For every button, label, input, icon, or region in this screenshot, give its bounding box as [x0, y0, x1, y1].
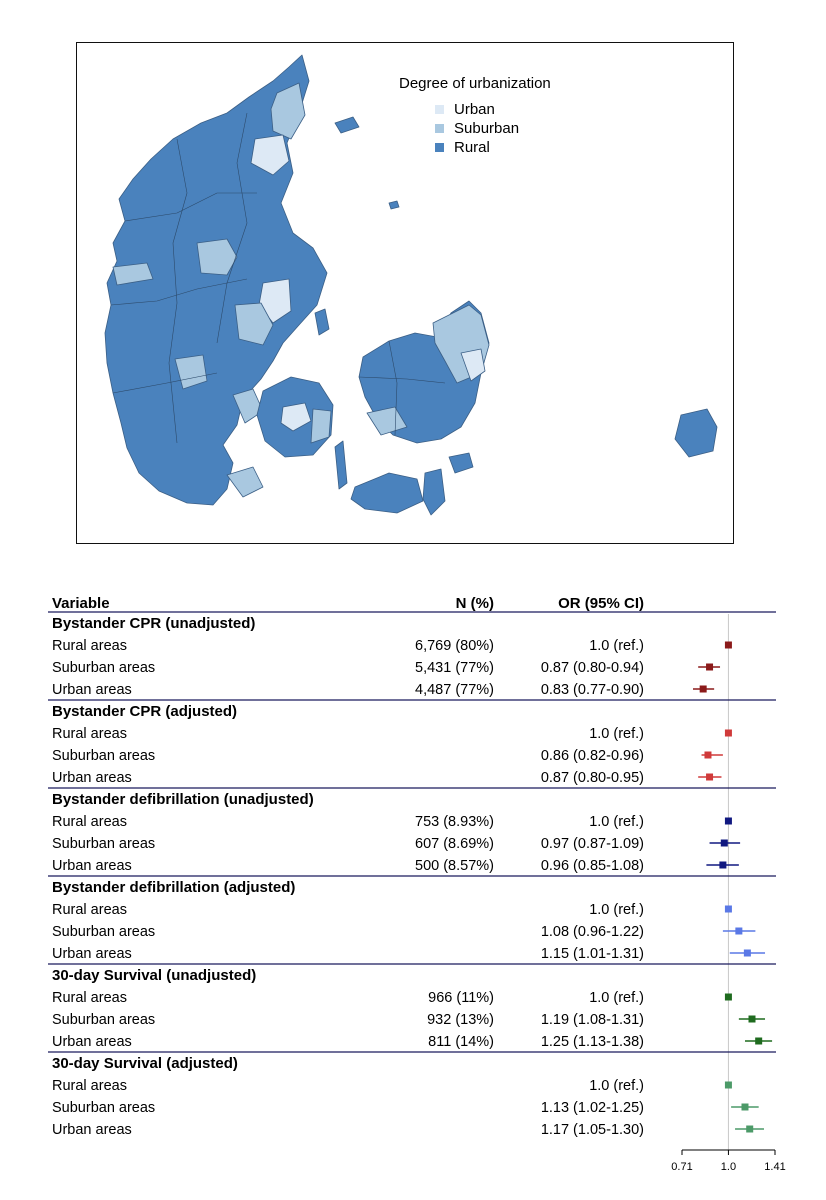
row-or-2-1: 0.97 (0.87-1.09) — [540, 836, 644, 852]
point-3-2 — [744, 950, 751, 957]
group-title-3: Bystander defibrillation (adjusted) — [52, 879, 296, 896]
row-label-5-1: Suburban areas — [52, 1100, 156, 1116]
row-n-0-2: 4,487 (77%) — [415, 682, 494, 698]
row-n-4-0: 966 (11%) — [428, 990, 494, 1006]
group-title-0: Bystander CPR (unadjusted) — [52, 615, 256, 632]
point-2-1 — [721, 840, 728, 847]
row-label-5-0: Rural areas — [52, 1078, 127, 1094]
row-or-0-1: 0.87 (0.80-0.94) — [540, 660, 644, 676]
row-n-4-1: 932 (13%) — [427, 1012, 494, 1028]
point-1-2 — [706, 774, 713, 781]
row-label-1-1: Suburban areas — [52, 748, 156, 764]
group-title-4: 30-day Survival (unadjusted) — [52, 967, 257, 984]
group-title-2: Bystander defibrillation (unadjusted) — [52, 791, 314, 808]
point-3-1 — [735, 928, 742, 935]
row-label-0-1: Suburban areas — [52, 660, 156, 676]
row-or-1-0: 1.0 (ref.) — [589, 726, 644, 742]
row-n-2-0: 753 (8.93%) — [415, 814, 494, 830]
row-label-3-2: Urban areas — [52, 946, 132, 962]
legend-title: Degree of urbanization — [399, 75, 551, 92]
row-n-4-2: 811 (14%) — [428, 1034, 494, 1050]
row-n-0-1: 5,431 (77%) — [415, 660, 494, 676]
row-n-2-1: 607 (8.69%) — [415, 836, 494, 852]
row-label-4-2: Urban areas — [52, 1034, 132, 1050]
row-label-4-0: Rural areas — [52, 990, 127, 1006]
row-label-0-0: Rural areas — [52, 638, 127, 654]
row-or-3-1: 1.08 (0.96-1.22) — [540, 924, 644, 940]
point-5-2 — [746, 1126, 753, 1133]
x-tick-label-0: 0.71 — [671, 1161, 693, 1173]
row-or-5-0: 1.0 (ref.) — [589, 1078, 644, 1094]
row-or-4-1: 1.19 (1.08-1.31) — [540, 1012, 644, 1028]
row-or-4-2: 1.25 (1.13-1.38) — [540, 1034, 644, 1050]
x-tick-label-1: 1.0 — [720, 1161, 737, 1173]
point-0-2 — [700, 686, 707, 693]
point-5-0 — [725, 1082, 732, 1089]
row-n-2-2: 500 (8.57%) — [415, 858, 494, 874]
row-or-1-1: 0.86 (0.82-0.96) — [540, 748, 644, 764]
row-or-5-1: 1.13 (1.02-1.25) — [540, 1100, 644, 1116]
row-label-2-1: Suburban areas — [52, 836, 156, 852]
row-label-4-1: Suburban areas — [52, 1012, 156, 1028]
row-or-4-0: 1.0 (ref.) — [589, 990, 644, 1006]
row-or-0-2: 0.83 (0.77-0.90) — [540, 682, 644, 698]
row-or-1-2: 0.87 (0.80-0.95) — [540, 770, 644, 786]
row-or-2-2: 0.96 (0.85-1.08) — [540, 858, 644, 874]
legend-label-rural: Rural — [454, 139, 490, 156]
point-3-0 — [725, 906, 732, 913]
legend-label-urban: Urban — [454, 101, 495, 118]
point-1-1 — [704, 752, 711, 759]
row-label-2-2: Urban areas — [52, 858, 132, 874]
x-tick-label-2: 1.41 — [764, 1161, 786, 1173]
row-label-1-2: Urban areas — [52, 770, 132, 786]
point-0-0 — [725, 642, 732, 649]
header-variable: Variable — [52, 595, 110, 612]
point-2-0 — [725, 818, 732, 825]
point-1-0 — [725, 730, 732, 737]
row-label-5-2: Urban areas — [52, 1122, 132, 1138]
row-or-3-2: 1.15 (1.01-1.31) — [540, 946, 644, 962]
header-n: N (%) — [455, 595, 494, 612]
point-0-1 — [706, 664, 713, 671]
row-or-2-0: 1.0 (ref.) — [589, 814, 644, 830]
point-2-2 — [719, 862, 726, 869]
row-label-1-0: Rural areas — [52, 726, 127, 742]
row-label-2-0: Rural areas — [52, 814, 127, 830]
point-4-0 — [725, 994, 732, 1001]
row-label-3-1: Suburban areas — [52, 924, 156, 940]
row-or-3-0: 1.0 (ref.) — [589, 902, 644, 918]
group-title-5: 30-day Survival (adjusted) — [52, 1055, 238, 1072]
row-n-0-0: 6,769 (80%) — [415, 638, 494, 654]
point-4-1 — [749, 1016, 756, 1023]
row-label-0-2: Urban areas — [52, 682, 132, 698]
row-or-5-2: 1.17 (1.05-1.30) — [540, 1122, 644, 1138]
point-4-2 — [755, 1038, 762, 1045]
row-label-3-0: Rural areas — [52, 902, 127, 918]
row-or-0-0: 1.0 (ref.) — [589, 638, 644, 654]
point-5-1 — [741, 1104, 748, 1111]
legend-label-suburban: Suburban — [454, 120, 520, 137]
group-title-1: Bystander CPR (adjusted) — [52, 703, 238, 720]
header-or: OR (95% CI) — [558, 595, 644, 612]
